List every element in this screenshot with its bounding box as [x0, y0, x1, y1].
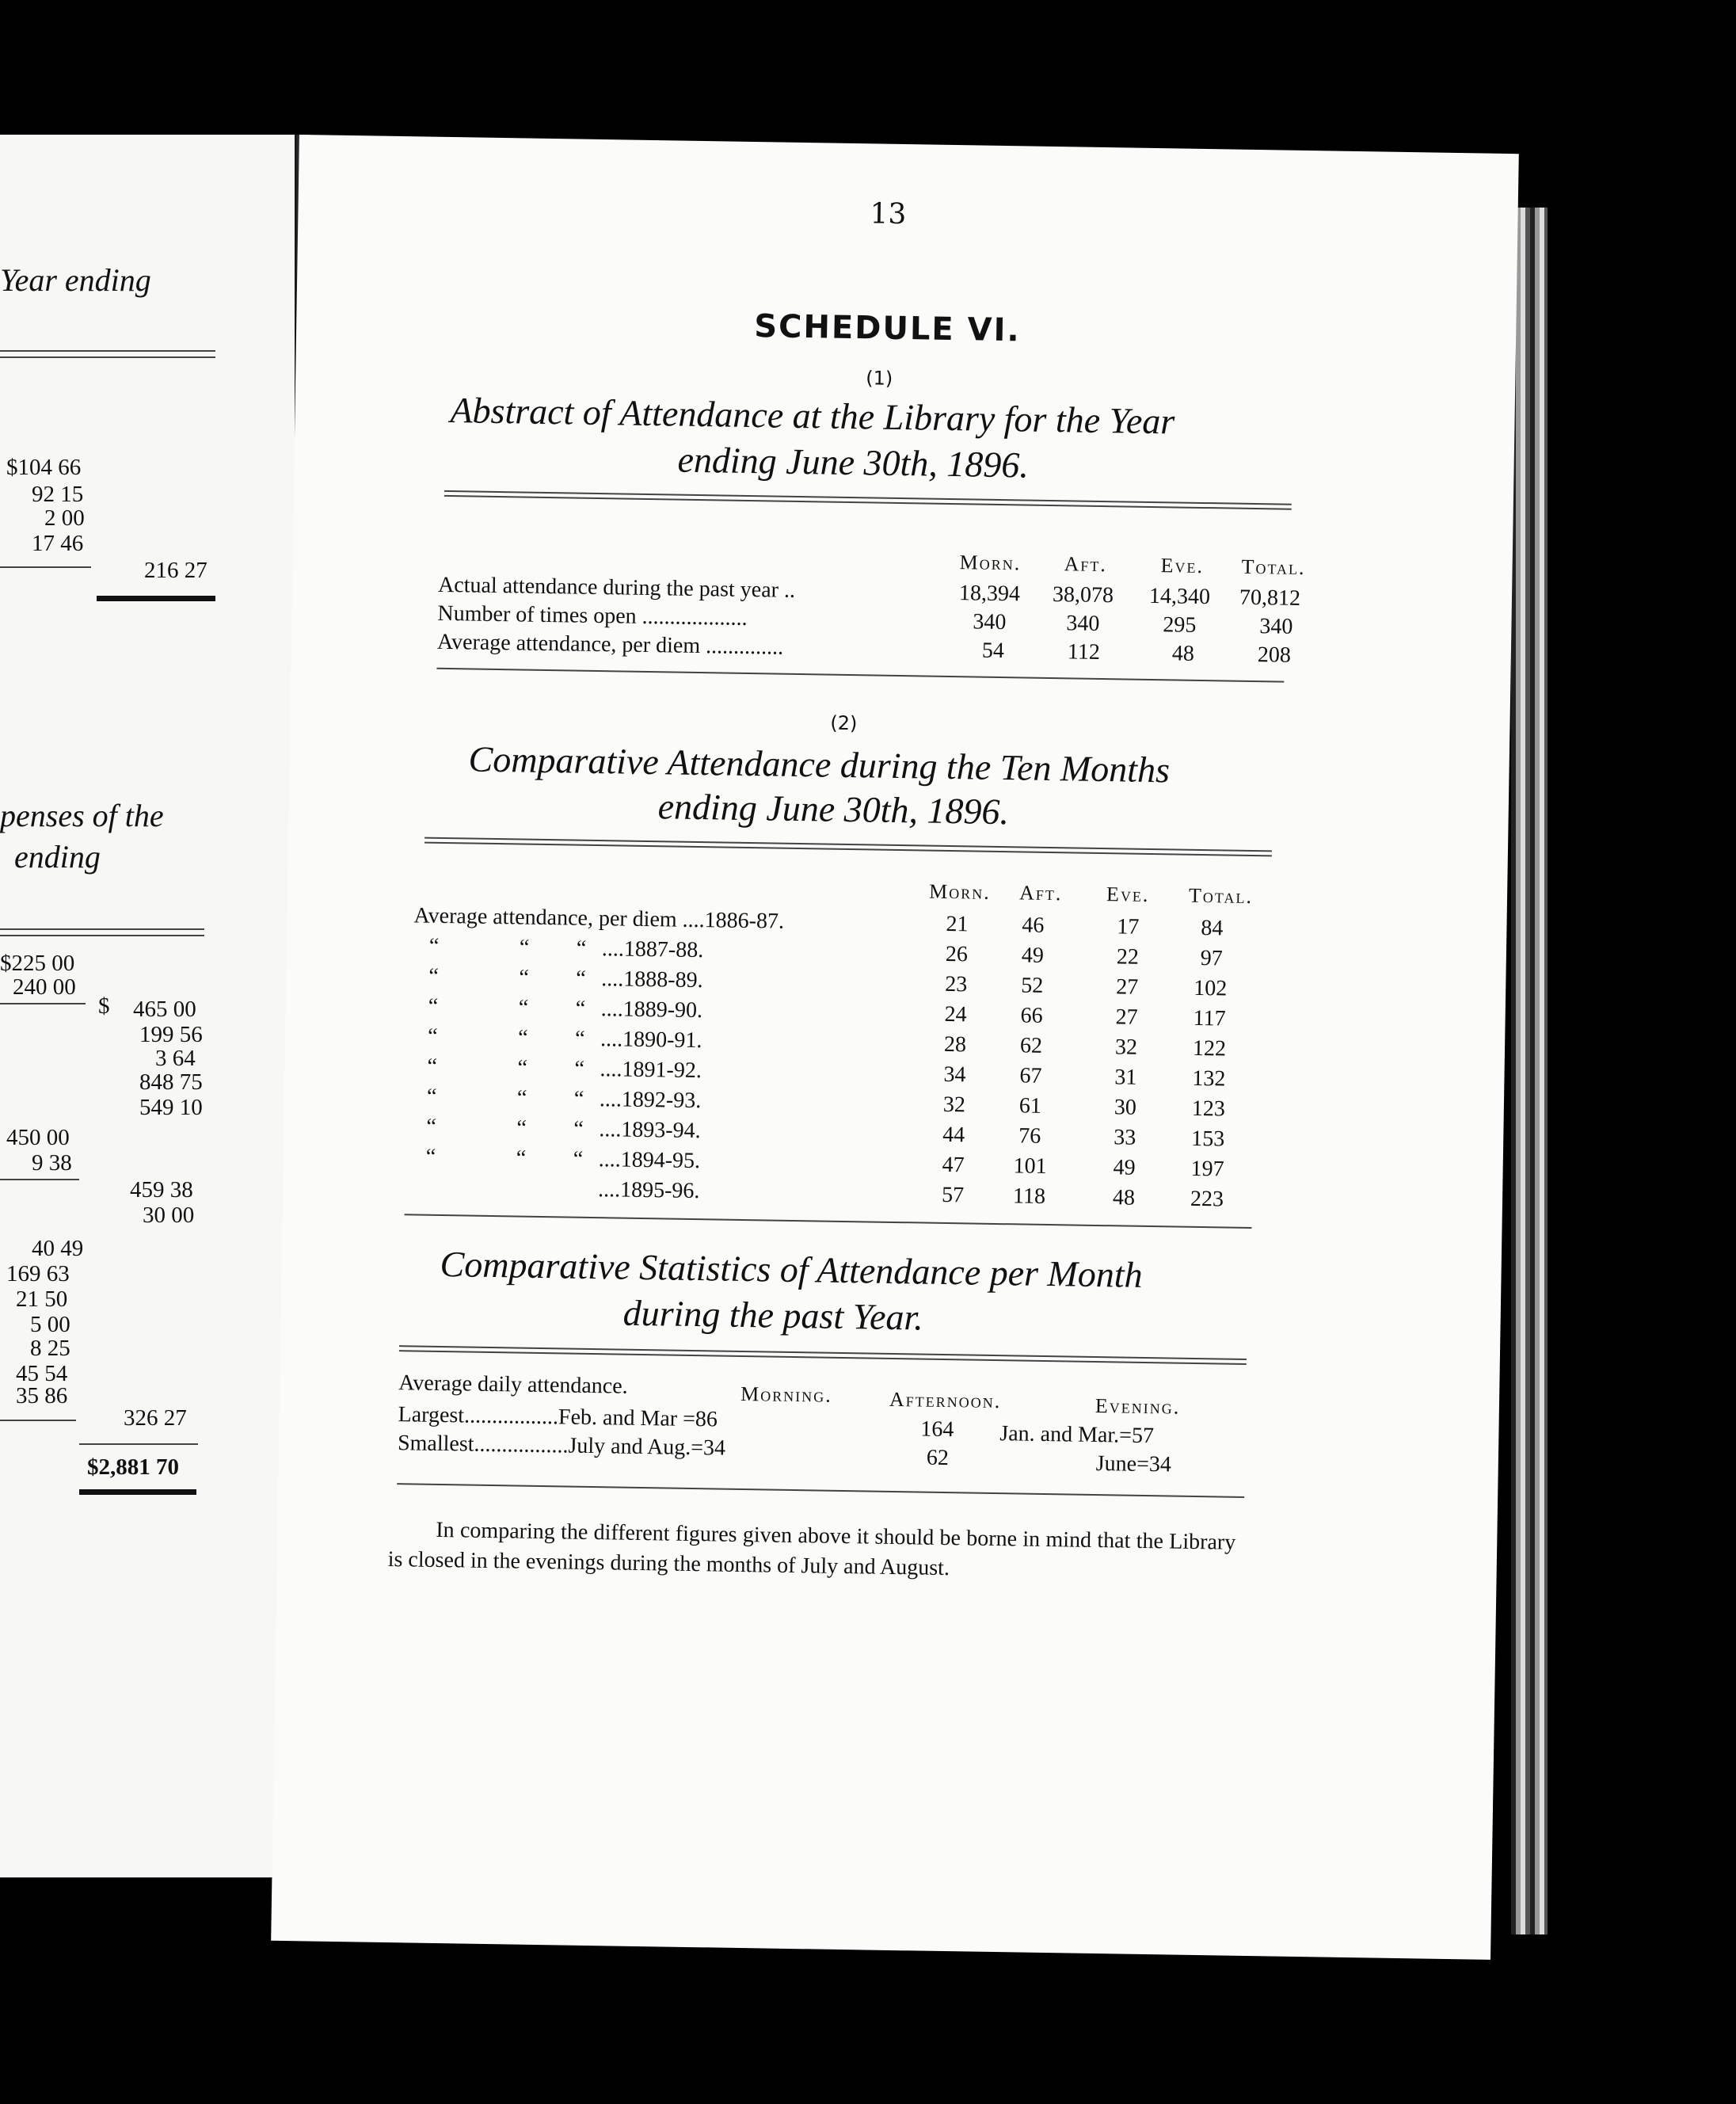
table-cell: 61 [1018, 1093, 1042, 1119]
table-cell: 49 [1021, 943, 1045, 968]
section-title: Comparative Statistics of Attendance per Month [440, 1243, 1144, 1295]
column-header: Morn. [928, 879, 991, 904]
ditto-mark: “ [519, 935, 530, 960]
table-cell: 340 [1259, 614, 1293, 639]
ditto-mark: “ [426, 1114, 437, 1139]
left-amount: 169 63 [6, 1261, 70, 1286]
table-cell: 57 [941, 1182, 965, 1208]
table-cell: 84 [1201, 916, 1224, 941]
year-label: ....1892-93. [599, 1087, 702, 1114]
table-cell: 52 [1021, 973, 1044, 998]
left-rule [0, 356, 215, 358]
column-header: Eve. [1106, 882, 1150, 906]
ditto-mark: “ [576, 966, 586, 991]
year-label: ....1889-90. [600, 997, 703, 1023]
left-grand-total: $2,881 70 [87, 1454, 179, 1480]
column-header: Aft. [1018, 881, 1063, 905]
table-cell: 118 [1012, 1184, 1046, 1209]
ditto-mark: “ [516, 1145, 527, 1171]
section-number: (1) [866, 367, 893, 390]
table-cell: 17 [1117, 914, 1140, 940]
double-rule [424, 837, 1272, 857]
ditto-mark: “ [574, 1026, 585, 1051]
ditto-mark: “ [428, 933, 440, 959]
left-amount: $225 00 [0, 951, 75, 976]
year-label: ....1887-88. [601, 936, 704, 963]
column-header: Total. [1241, 555, 1306, 580]
ditto-mark: “ [426, 1084, 437, 1109]
table-cell: 340 [1066, 611, 1100, 636]
left-rule [0, 1003, 86, 1004]
section-title: during the past Year. [622, 1292, 924, 1338]
left-double-rule [79, 1489, 196, 1495]
table-cell: 340 [973, 609, 1007, 635]
ditto-mark: “ [518, 995, 529, 1020]
left-amount: 92 15 [32, 482, 84, 507]
ditto-mark: “ [519, 965, 530, 990]
table-cell: 38,078 [1052, 582, 1114, 608]
left-heading-2: penses of the [0, 798, 164, 833]
double-rule [444, 490, 1292, 510]
left-amount: 9 38 [32, 1150, 72, 1176]
section-title: Abstract of Attendance at the Library for the Year [450, 390, 1175, 442]
column-header: Morn. [959, 551, 1022, 575]
left-amount: 17 46 [32, 531, 84, 556]
column-header: Aft. [1064, 552, 1108, 577]
left-rule [79, 1443, 198, 1445]
left-heading-2b: ending [14, 839, 101, 875]
row-label: Average daily attendance. [398, 1370, 628, 1399]
document-page [271, 135, 1519, 1960]
ditto-mark: “ [573, 1116, 584, 1142]
largest-label: Largest.................Feb. and Mar =86 [398, 1402, 718, 1432]
footnote-paragraph: In comparing the different figures given above it should be borne in mind that the Library is closed in the evenings during the months of July and August. [387, 1517, 1236, 1581]
table-cell: 97 [1200, 946, 1224, 971]
year-label: ....1888-89. [601, 966, 703, 993]
table-cell: 122 [1192, 1035, 1227, 1062]
rule [397, 1483, 1244, 1498]
left-amount: $104 66 [6, 455, 82, 480]
ditto-mark: “ [576, 936, 587, 961]
smallest-label: Smallest.................July and Aug.=34 [397, 1431, 726, 1461]
left-total: 326 27 [124, 1405, 187, 1431]
table-cell: 26 [945, 941, 969, 967]
section-title: Comparative Attendance during the Ten Months [468, 738, 1171, 791]
column-header: Evening. [1095, 1393, 1181, 1419]
year-label: ....1894-95. [598, 1147, 701, 1174]
table-cell: 67 [1019, 1063, 1042, 1088]
left-total: 216 27 [144, 558, 207, 583]
section-title: ending June 30th, 1896. [677, 439, 1030, 486]
schedule-title: SCHEDULE VI. [753, 308, 1022, 349]
row-label: Average attendance, per diem ....1886-87. [413, 903, 785, 934]
table-cell: 48 [1112, 1185, 1136, 1210]
table-cell: 295 [1163, 612, 1197, 638]
ditto-mark: “ [517, 1025, 528, 1050]
left-amount: 2 00 [44, 505, 85, 531]
left-facing-page [0, 135, 295, 1877]
table-cell: 27 [1115, 1004, 1138, 1030]
year-label: ....1890-91. [600, 1027, 702, 1054]
table-cell: 32 [1114, 1035, 1138, 1060]
page-edges [1511, 208, 1548, 1934]
left-amount: 5 00 [30, 1312, 70, 1337]
table-cell: 49 [1113, 1155, 1136, 1180]
table-cell: 24 [944, 1001, 967, 1027]
left-amount: 8 25 [30, 1336, 70, 1361]
rule [405, 1214, 1252, 1229]
table-cell: 32 [942, 1092, 966, 1118]
table-cell: 31 [1114, 1065, 1137, 1090]
table-cell: 117 [1193, 1005, 1226, 1031]
table-cell: 62 [926, 1445, 950, 1471]
column-header: Total. [1188, 883, 1254, 909]
left-amount: 40 49 [32, 1236, 84, 1261]
left-amount: 21 50 [16, 1286, 68, 1312]
table-cell: 48 [1171, 641, 1195, 666]
left-rule [0, 928, 204, 930]
year-label: ....1893-94. [599, 1117, 701, 1144]
table-cell: 62 [1019, 1033, 1043, 1058]
left-amount: 549 10 [139, 1095, 203, 1120]
ditto-mark: “ [427, 1023, 438, 1049]
page-number: 13 [870, 197, 907, 231]
table-cell: 197 [1190, 1156, 1224, 1182]
double-rule [399, 1345, 1247, 1365]
table-cell: Jan. and Mar.=57 [999, 1421, 1155, 1449]
table-cell: 47 [942, 1152, 965, 1178]
ditto-mark: “ [516, 1115, 527, 1141]
ditto-mark: “ [573, 1086, 584, 1111]
left-amount: 45 54 [16, 1361, 68, 1386]
left-rule [0, 566, 91, 568]
table-cell: 112 [1067, 639, 1101, 665]
rule [436, 668, 1284, 683]
ditto-mark: “ [427, 1054, 438, 1079]
year-label: ....1895-96. [597, 1177, 700, 1204]
left-subtotal: 30 00 [143, 1203, 195, 1228]
table-cell: 132 [1192, 1065, 1226, 1092]
row-label: Actual attendance during the past year .. [437, 572, 796, 603]
table-cell: 44 [942, 1122, 965, 1148]
left-amount: 35 86 [16, 1383, 68, 1408]
ditto-mark: “ [574, 1056, 585, 1081]
table-cell: 101 [1013, 1153, 1047, 1179]
left-rule [0, 935, 204, 936]
row-label: Average attendance, per diem .............. [436, 629, 784, 660]
left-amount: 240 00 [13, 974, 76, 1000]
ditto-mark: “ [428, 963, 440, 989]
table-cell: 66 [1020, 1003, 1043, 1028]
table-cell: 30 [1114, 1095, 1137, 1120]
table-cell: 28 [943, 1031, 967, 1058]
table-cell: 70,812 [1239, 585, 1301, 611]
table-cell: 76 [1018, 1123, 1041, 1149]
table-cell: 223 [1190, 1186, 1224, 1212]
table-cell: 18,394 [958, 581, 1021, 607]
table-cell: 34 [943, 1062, 966, 1088]
ditto-mark: “ [425, 1144, 436, 1169]
left-rule [0, 350, 215, 352]
ditto-mark: “ [428, 993, 439, 1019]
left-amount: 465 00 [133, 997, 196, 1022]
column-header: Eve. [1160, 554, 1205, 578]
table-cell: 23 [945, 971, 968, 997]
left-amount: 450 00 [6, 1125, 70, 1150]
left-rule [0, 1420, 76, 1421]
table-cell: 123 [1191, 1096, 1226, 1122]
table-cell: 164 [920, 1416, 954, 1443]
table-cell: 33 [1114, 1125, 1136, 1150]
left-amount: 3 64 [155, 1046, 196, 1071]
table-cell: 22 [1116, 944, 1140, 970]
left-subtotal: 459 38 [130, 1177, 193, 1203]
table-cell: 14,340 [1148, 583, 1211, 610]
table-cell: June=34 [1095, 1451, 1172, 1477]
left-amount: 199 56 [139, 1022, 203, 1047]
left-dollar: $ [98, 993, 110, 1019]
ditto-mark: “ [517, 1055, 528, 1081]
year-label: ....1891-92. [600, 1057, 702, 1084]
column-header: Afternoon. [889, 1387, 1002, 1413]
section-number: (2) [830, 711, 858, 735]
table-cell: 153 [1190, 1126, 1225, 1152]
left-rule [0, 1179, 79, 1180]
table-cell: 54 [981, 638, 1005, 664]
ditto-mark: “ [516, 1085, 527, 1111]
table-cell: 46 [1022, 913, 1045, 938]
table-cell: 21 [946, 911, 969, 937]
section-title: ending June 30th, 1896. [657, 786, 1010, 833]
table-cell: 27 [1115, 974, 1139, 1000]
table-cell: 208 [1257, 642, 1292, 668]
ditto-mark: “ [575, 996, 586, 1021]
row-label: Number of times open ................... [437, 600, 748, 631]
column-header: Morning. [740, 1382, 832, 1407]
left-amount: 848 75 [139, 1069, 203, 1095]
ditto-mark: “ [573, 1146, 584, 1172]
table-cell: 102 [1193, 975, 1228, 1001]
left-heading-1: Year ending [0, 262, 151, 298]
left-double-rule [97, 596, 215, 601]
